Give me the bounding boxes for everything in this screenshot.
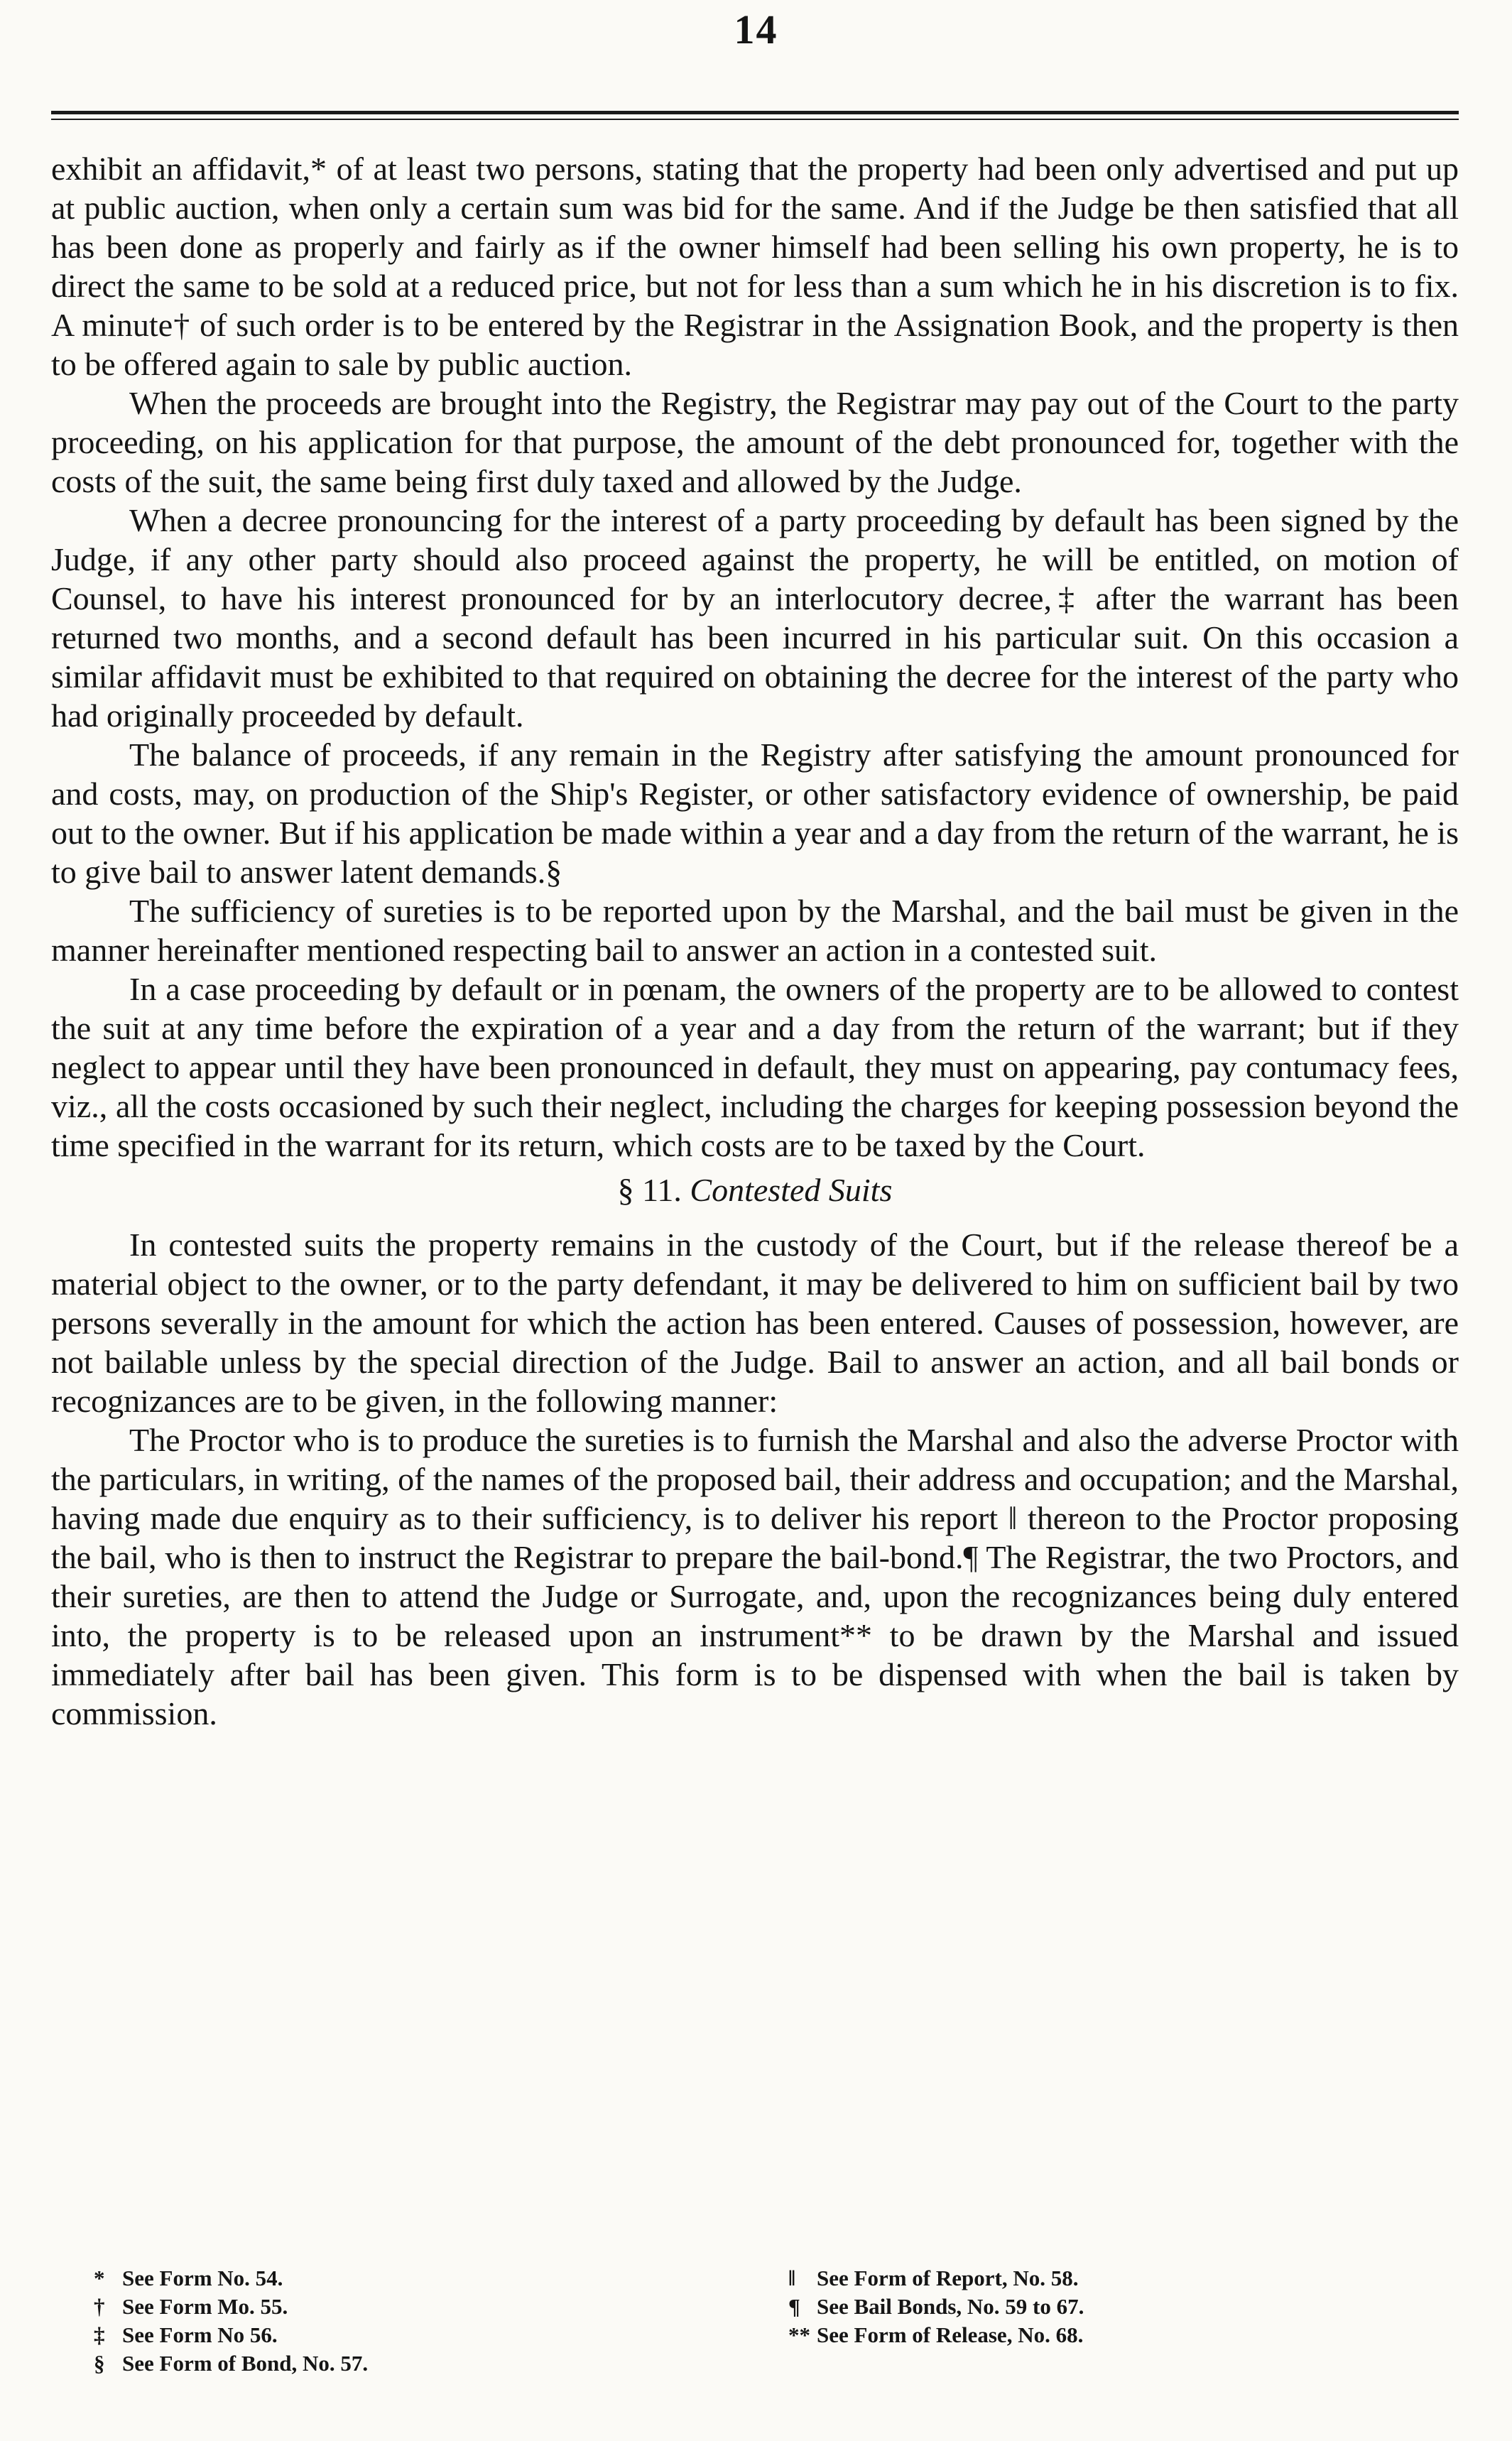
section-number: § 11. (617, 1172, 682, 1208)
paragraph: In a case proceeding by default or in pœnam, the owners of the property are to be allowed to contest the suit at any time before the expiration of a year and a day from the return of the warrant; but if they neglect to appear until they have been pronounced in default, they must on appearing, pay contumacy fees, viz., all the costs occasioned by such their neglect, including the charges for keeping possession beyond the time specified in the warrant for its return, which costs are to be taxed by the Court. (51, 971, 1459, 1163)
paragraph: The balance of proceeds, if any remain in the Registry after satisfying the amount pronounced for and costs, may, on production of the Ship's Register, or other satisfactory evidence of ownership, be paid out to the owner. But if his application be made within a year and a day from the return of the warrant, he is to give bail to answer latent demands.§ (51, 736, 1459, 890)
footnote (94, 2349, 633, 2378)
footnotes-right-column (788, 2264, 1427, 2349)
footnote-mark: † (94, 2294, 105, 2319)
footnote-mark: * (94, 2266, 105, 2290)
footnote (788, 2293, 1427, 2321)
footnote-text: See Form of Bond, No. 57. (122, 2351, 369, 2376)
footnote-mark: ‖ (788, 2266, 796, 2290)
footnote-mark: ** (788, 2322, 810, 2347)
paragraph: When the proceeds are brought into the Registry, the Registrar may pay out of the Court to the party proceeding, on his application for that purpose, the amount of the debt pronounced for, together with the costs of the suit, the same being first duly taxed and allowed by the Judge. (51, 385, 1459, 499)
footnotes-left-column (94, 2264, 633, 2378)
footnote-text: See Form of Report, No. 58. (817, 2266, 1079, 2290)
footnote-text: See Form Mo. 55. (122, 2294, 288, 2319)
header-rule-thick (51, 111, 1459, 114)
paragraph: The Proctor who is to produce the sureties is to furnish the Marshal and also the adverse Proctor with the particulars, in writing, of the names of the proposed bail, their address and occupation; and the Marshal, having made due enquiry as to their sufficiency, is to deliver his report ‖ thereon to the Proctor proposing the bail, who is then to instruct the Registrar to prepare the bail-bond.¶ The Registrar, the two Proctors, and their sureties, are then to attend the Judge or Surrogate, and, upon the recognizances being duly entered into, the property is to be released upon an instrument** to be drawn by the Marshal and issued immediately after bail has been given. This form is to be dispensed with when the bail is taken by commission. (51, 1422, 1459, 1731)
footnote (94, 2264, 633, 2293)
footnote-text: See Bail Bonds, No. 59 to 67. (817, 2294, 1084, 2319)
paragraph: exhibit an affidavit,* of at least two persons, stating that the property had been only advertised and put up at public auction, when only a certain sum was bid for the same. And if the Judge be then satisfied that all has been done as properly and fairly as if the owner himself had been selling his own property, he is to direct the same to be sold at a reduced price, but not for less than a sum which he in his discretion is to fix. A minute† of such order is to be entered by the Registrar in the Assignation Book, and the property is then to be offered again to sale by public auction. (51, 151, 1459, 382)
body-text (51, 149, 1459, 1733)
footnote-mark: ‡ (94, 2322, 105, 2347)
paragraph: The sufficiency of sureties is to be reported upon by the Marshal, and the bail must be given in the manner hereinafter mentioned respecting bail to answer an action in a contested suit. (51, 893, 1459, 968)
paragraph: When a decree pronouncing for the interest of a party proceeding by default has been signed by the Judge, if any other party should also proceed against the property, he will be entitled, on motion of Counsel, to have his interest pronounced for by an interlocutory decree,‡ after the warrant has been returned two months, and a second default has been incurred in his particular suit. On this occasion a similar affidavit must be exhibited to that required on obtaining the decree for the interest of the party who had originally proceeded by default. (51, 502, 1459, 734)
footnote-text: See Form of Release, No. 68. (817, 2322, 1084, 2347)
section-heading (51, 1170, 1459, 1209)
footnote (94, 2321, 633, 2349)
footnote (788, 2264, 1427, 2293)
footnote (94, 2293, 633, 2321)
footnote-text: See Form No 56. (122, 2322, 278, 2347)
paragraph: In contested suits the property remains in the custody of the Court, but if the release thereof be a material object to the owner, or to the party defendant, it may be delivered to him on sufficient bail by two persons severally in the amount for which the action has been entered. Causes of possession, however, are not bailable unless by the special direction of the Judge. Bail to answer an action, and all bail bonds or recognizances are to be given, in the following manner: (51, 1227, 1459, 1419)
footnote-mark: ¶ (788, 2294, 800, 2319)
page-number: 14 (734, 6, 778, 53)
section-title: Contested Suits (690, 1172, 893, 1208)
footnote-mark: § (94, 2351, 105, 2376)
footnote-text: See Form No. 54. (122, 2266, 283, 2290)
header-rule-thin (51, 119, 1459, 120)
footnote (788, 2321, 1427, 2349)
